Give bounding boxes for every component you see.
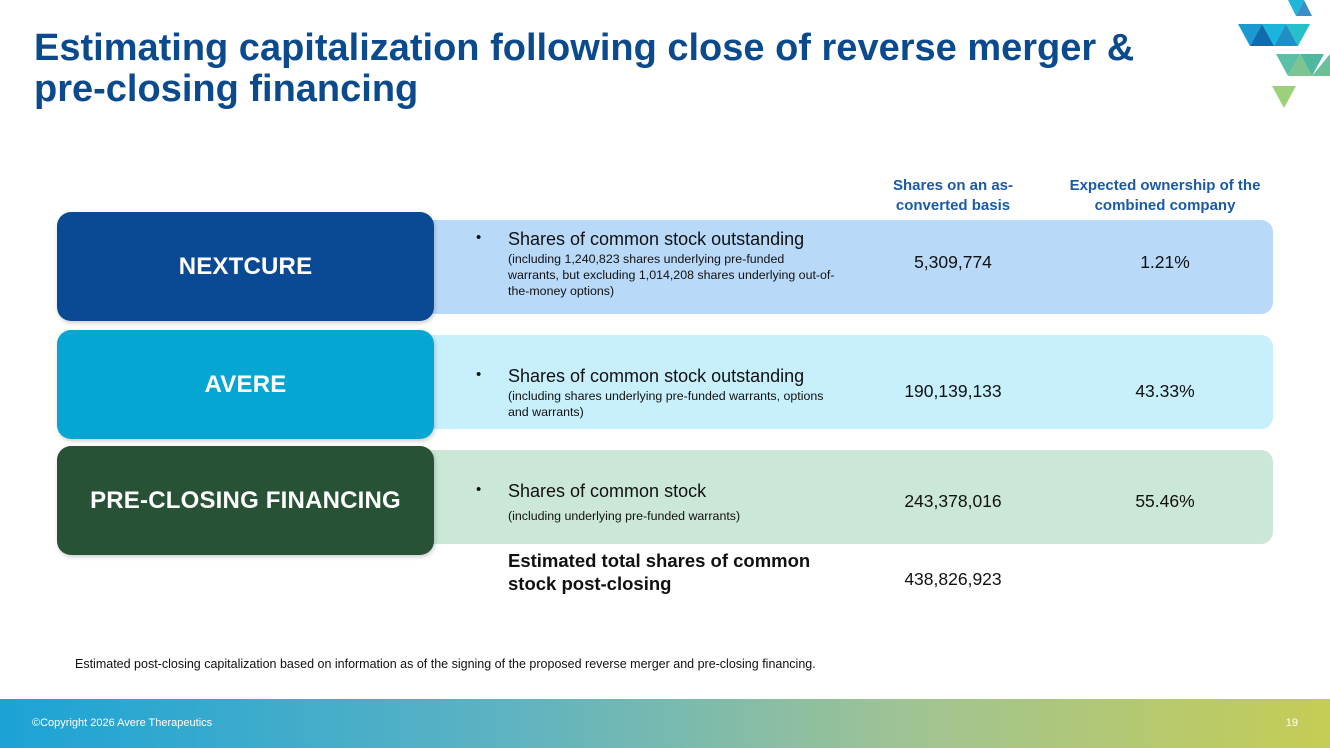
- nextcure-description: [476, 228, 836, 299]
- avere-label: AVERE: [57, 330, 434, 439]
- total-shares-value: 438,826,923: [904, 569, 1002, 589]
- avere-ownership-value: 43.33%: [1135, 381, 1195, 401]
- financing-label: PRE-CLOSING FINANCING: [57, 446, 434, 555]
- avere-shares-value: 190,139,133: [904, 381, 1002, 401]
- footer-bar: [0, 699, 1330, 748]
- financing-shares-value: 243,378,016: [904, 491, 1002, 511]
- nextcure-label: NEXTCURE: [57, 212, 434, 321]
- financing-description-sub: (including underlying pre-funded warrants): [508, 509, 741, 523]
- avere-description-sub: (including shares underlying pre-funded warrants, options and warrants): [508, 389, 824, 419]
- page-number: 19: [1285, 717, 1298, 729]
- bullet: •: [476, 229, 482, 246]
- nextcure-shares-value: 5,309,774: [914, 252, 992, 272]
- footnote: Estimated post-closing capitalization based on information as of the signing of the proposed reverse merger and pre-closing financing.: [75, 657, 816, 671]
- copyright-text: ©Copyright 2026 Avere Therapeutics: [32, 717, 213, 729]
- nextcure-description-main: Shares of common stock outstanding: [508, 229, 805, 249]
- bullet: •: [476, 481, 482, 498]
- avere-description: [476, 365, 836, 420]
- column-header-shares: Shares on an as-converted basis: [892, 177, 1014, 214]
- triangle-mosaic-logo-icon: [1232, 0, 1330, 110]
- avere-description-main: Shares of common stock outstanding: [508, 366, 805, 386]
- nextcure-ownership-value: 1.21%: [1140, 252, 1190, 272]
- column-header-ownership: Expected ownership of the combined company: [1069, 177, 1261, 214]
- financing-ownership-value: 55.46%: [1135, 491, 1195, 511]
- nextcure-description-sub: (including 1,240,823 shares underlying pre-funded warrants, but excluding 1,014,208 shares underlying out-of-the-money options): [508, 252, 835, 298]
- bullet: •: [476, 366, 482, 383]
- page-title: Estimating capitalization following close of reverse merger & pre-closing financing: [34, 27, 1135, 110]
- financing-description: [476, 480, 836, 524]
- total-shares-label: Estimated total shares of common stock post-closing: [508, 550, 811, 594]
- financing-description-main: Shares of common stock: [508, 481, 707, 501]
